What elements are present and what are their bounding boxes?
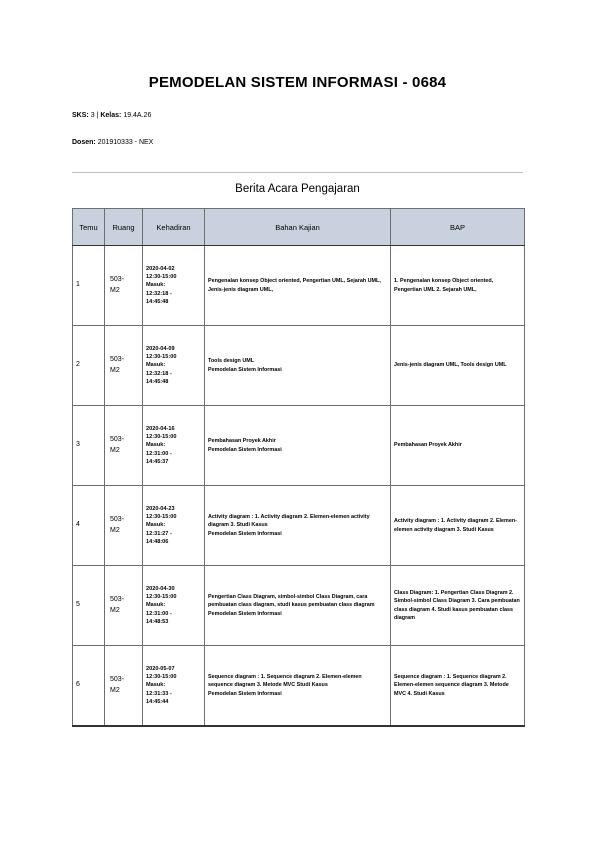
- table-row: [73, 326, 525, 406]
- course-title: PEMODELAN SISTEM INFORMASI - 0684: [148, 74, 447, 91]
- bap-cell: 1. Pengenalan konsep Object oriented, Pengertian UML 2. Sejarah UML,: [391, 246, 525, 326]
- table-row: [73, 246, 525, 326]
- col-header-temu: Temu: [73, 209, 105, 246]
- kehadiran-cell: 2020-04-23 12:30-15:00 Masuk: 12:31:27 - 14:48:06: [143, 486, 205, 566]
- bap-cell: Class Diagram: 1. Pengertian Class Diagram 2. Simbol-simbol Class Diagram 3. Cara pembuatan class diagram 4. Studi kasus pembuatan class diagram: [391, 566, 525, 646]
- bahan-kajian-cell: Sequence diagram : 1. Sequence diagram 2. Elemen-elemen sequence diagram 3. Metode MVC Studi Kasus Pemodelan Sistem Informasi: [205, 646, 391, 727]
- table-row: [73, 646, 525, 727]
- bahan-kajian-cell: Pembahasan Proyek Akhir Pemodelan Sistem Informasi: [205, 406, 391, 486]
- kehadiran-cell: 2020-04-09 12:30-15:00 Masuk: 12:32:18 - 14:45:48: [143, 326, 205, 406]
- section-title: Berita Acara Pengajaran: [235, 183, 360, 195]
- dosen-value: 201910333 - NEX: [97, 139, 154, 146]
- dosen-info: Dosen: 201910333 - NEX: [72, 139, 154, 146]
- bap-cell: Sequence diagram : 1. Sequence diagram 2. Elemen-elemen sequence diagram 3. Metode MVC 4. Studi Kasus: [391, 646, 525, 727]
- sks-value: 3: [90, 112, 95, 119]
- temu-cell: 5: [73, 566, 105, 646]
- col-header-bahan-kajian: Bahan Kajian: [205, 209, 391, 246]
- bap-cell: Pembahasan Proyek Akhir: [391, 406, 525, 486]
- temu-cell: 1: [73, 246, 105, 326]
- kehadiran-cell: 2020-04-30 12:30-15:00 Masuk: 12:31:00 - 14:48:53: [143, 566, 205, 646]
- temu-cell: 3: [73, 406, 105, 486]
- col-header-bap: BAP: [391, 209, 525, 246]
- ruang-cell: 503- M2: [105, 246, 143, 326]
- kehadiran-cell: 2020-04-16 12:30-15:00 Masuk: 12:31:00 - 14:45:37: [143, 406, 205, 486]
- ruang-cell: 503- M2: [105, 486, 143, 566]
- dosen-label: Dosen: [72, 139, 94, 146]
- table-row: [73, 566, 525, 646]
- ruang-cell: 503- M2: [105, 566, 143, 646]
- kehadiran-cell: 2020-05-07 12:30-15:00 Masuk: 12:31:33 - 14:45:44: [143, 646, 205, 727]
- course-meta: SKS: 3 | Kelas: 19.4A.26: [72, 112, 152, 119]
- section-divider: [72, 172, 523, 173]
- kelas-value: 19.4A.26: [123, 112, 152, 119]
- table-header-row: [73, 209, 525, 246]
- col-header-kehadiran: Kehadiran: [143, 209, 205, 246]
- ruang-cell: 503- M2: [105, 406, 143, 486]
- table-row: [73, 486, 525, 566]
- bap-cell: Activity diagram : 1. Activity diagram 2. Elemen-elemen activity diagram 3. Studi Kasus: [391, 486, 525, 566]
- bahan-kajian-cell: Activity diagram : 1. Activity diagram 2. Elemen-elemen activity diagram 3. Studi Kasus Pemodelan Sistem Informasi: [205, 486, 391, 566]
- kehadiran-cell: 2020-04-02 12:30-15:00 Masuk: 12:32:18 - 14:45:48: [143, 246, 205, 326]
- attendance-table: [72, 208, 525, 727]
- col-header-ruang: Ruang: [105, 209, 143, 246]
- bahan-kajian-cell: Pengenalan konsep Object oriented, Pengertian UML, Sejarah UML, Jenis-jenis diagram UML,: [205, 246, 391, 326]
- sks-label: SKS: [72, 112, 87, 119]
- ruang-cell: 503- M2: [105, 646, 143, 727]
- table-row: [73, 406, 525, 486]
- bap-cell: Jenis-jenis diagram UML, Tools design UML: [391, 326, 525, 406]
- temu-cell: 6: [73, 646, 105, 727]
- temu-cell: 2: [73, 326, 105, 406]
- bahan-kajian-cell: Tools design UML Pemodelan Sistem Informasi: [205, 326, 391, 406]
- temu-cell: 4: [73, 486, 105, 566]
- ruang-cell: 503- M2: [105, 326, 143, 406]
- kelas-label: Kelas: [100, 112, 120, 119]
- bahan-kajian-cell: Pengertian Class Diagram, simbol-simbol Class Diagram, cara pembuatan class diagram, studi kasus pembuatan class diagram Pemodelan Sistem Informasi: [205, 566, 391, 646]
